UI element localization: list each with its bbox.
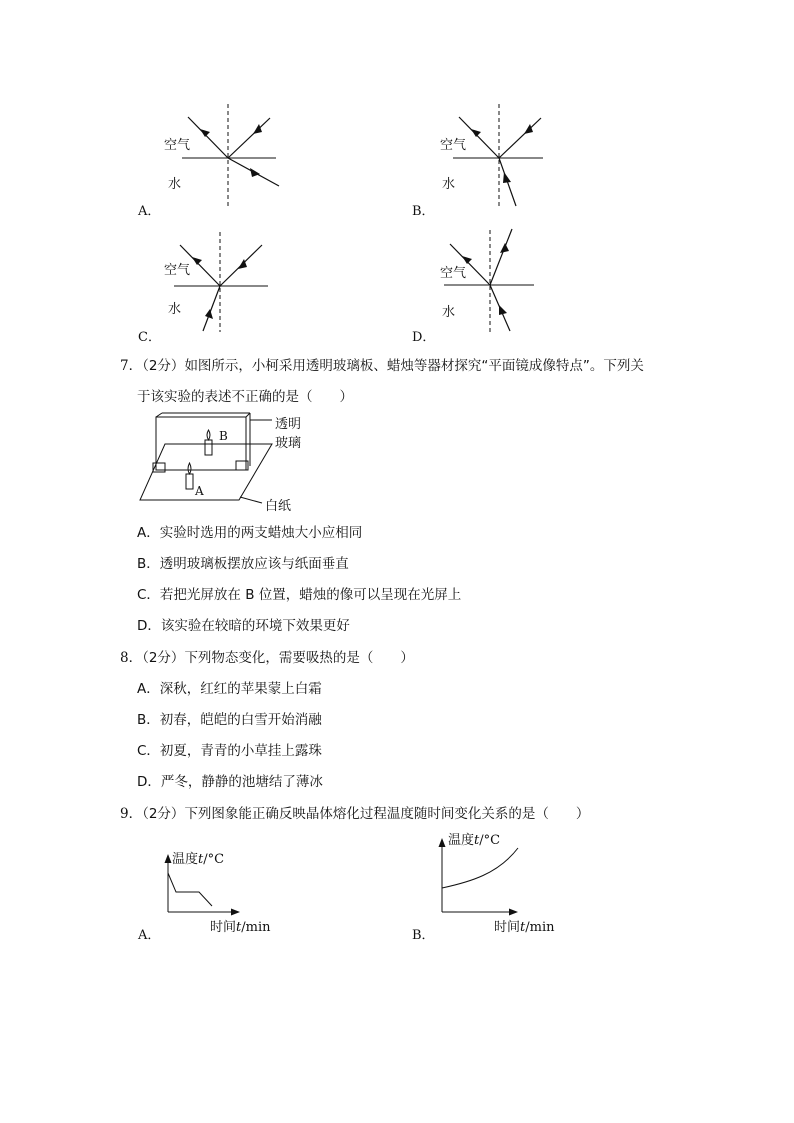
q8-number: 8． bbox=[120, 650, 143, 666]
q8-option-a[interactable]: A．深秋，红红的苹果蒙上白霜 bbox=[137, 681, 322, 697]
q6d-air-label: 空气 bbox=[440, 266, 467, 281]
q9a-y-axis-label: 温度t/°C bbox=[172, 852, 225, 867]
q7-paper-label: 白纸 bbox=[265, 499, 292, 514]
q7-glass-label-line2: 玻璃 bbox=[275, 436, 302, 451]
q6c-water-label: 水 bbox=[168, 302, 182, 317]
q6-option-d-label: D． bbox=[412, 330, 436, 345]
q9b-y-axis-label: 温度t/°C bbox=[448, 833, 501, 848]
q9a-x-axis-label: 时间t/min bbox=[210, 920, 271, 935]
q7-candle-a-label: A bbox=[195, 484, 204, 498]
q7-number: 7． bbox=[120, 358, 143, 374]
q8-stem-text: 下列物态变化，需要吸热的是（ ） bbox=[184, 650, 414, 666]
q9-stem-text: 下列图象能正确反映晶体熔化过程温度随时间变化关系的是（ ） bbox=[184, 806, 590, 822]
q6-option-a-label: A． bbox=[138, 204, 161, 219]
q9-score: （2分） bbox=[142, 806, 185, 822]
q8-score: （2分） bbox=[142, 650, 185, 666]
q6d-water-label: 水 bbox=[442, 305, 456, 320]
q8-option-b[interactable]: B．初春，皑皑的白雪开始消融 bbox=[137, 712, 322, 728]
q7-option-b[interactable]: B．透明玻璃板摆放应该与纸面垂直 bbox=[137, 556, 349, 572]
q9-option-b-label[interactable]: B． bbox=[412, 928, 435, 943]
q9-number: 9． bbox=[120, 806, 143, 822]
q9b-x-axis-label: 时间t/min bbox=[494, 920, 555, 935]
q7-stem-text: 如图所示，小柯采用透明玻璃板、蜡烛等器材探究“平面镜成像特点”。下列关 bbox=[184, 358, 644, 374]
q6a-air-label: 空气 bbox=[164, 138, 191, 153]
q9-option-a-label[interactable]: A． bbox=[138, 928, 161, 943]
q6a-water-label: 水 bbox=[168, 177, 182, 192]
q6c-air-label: 空气 bbox=[164, 263, 191, 278]
q7-glass-label-line1: 透明 bbox=[275, 417, 302, 432]
q6-option-b-label: B． bbox=[412, 204, 435, 219]
q7-stem-line2: 于该实验的表述不正确的是（ ） bbox=[137, 389, 353, 405]
q6b-water-label: 水 bbox=[442, 177, 456, 192]
q7-option-c[interactable]: C．若把光屏放在 B 位置，蜡烛的像可以呈现在光屏上 bbox=[137, 587, 462, 603]
q7-option-a[interactable]: A．实验时选用的两支蜡烛大小应相同 bbox=[137, 525, 363, 541]
q6-option-c-label: C． bbox=[138, 330, 161, 345]
q9a-curve bbox=[168, 873, 212, 906]
q8-option-c[interactable]: C．初夏，青青的小草挂上露珠 bbox=[137, 743, 322, 759]
q6b-air-label: 空气 bbox=[440, 138, 467, 153]
q7-option-d[interactable]: D．该实验在较暗的环境下效果更好 bbox=[137, 618, 350, 634]
q8-option-d[interactable]: D．严冬，静静的池塘结了薄冰 bbox=[137, 774, 323, 790]
q7-score: （2分） bbox=[142, 358, 185, 374]
q7-candle-b-label: B bbox=[219, 429, 228, 443]
q9b-curve bbox=[442, 848, 518, 888]
